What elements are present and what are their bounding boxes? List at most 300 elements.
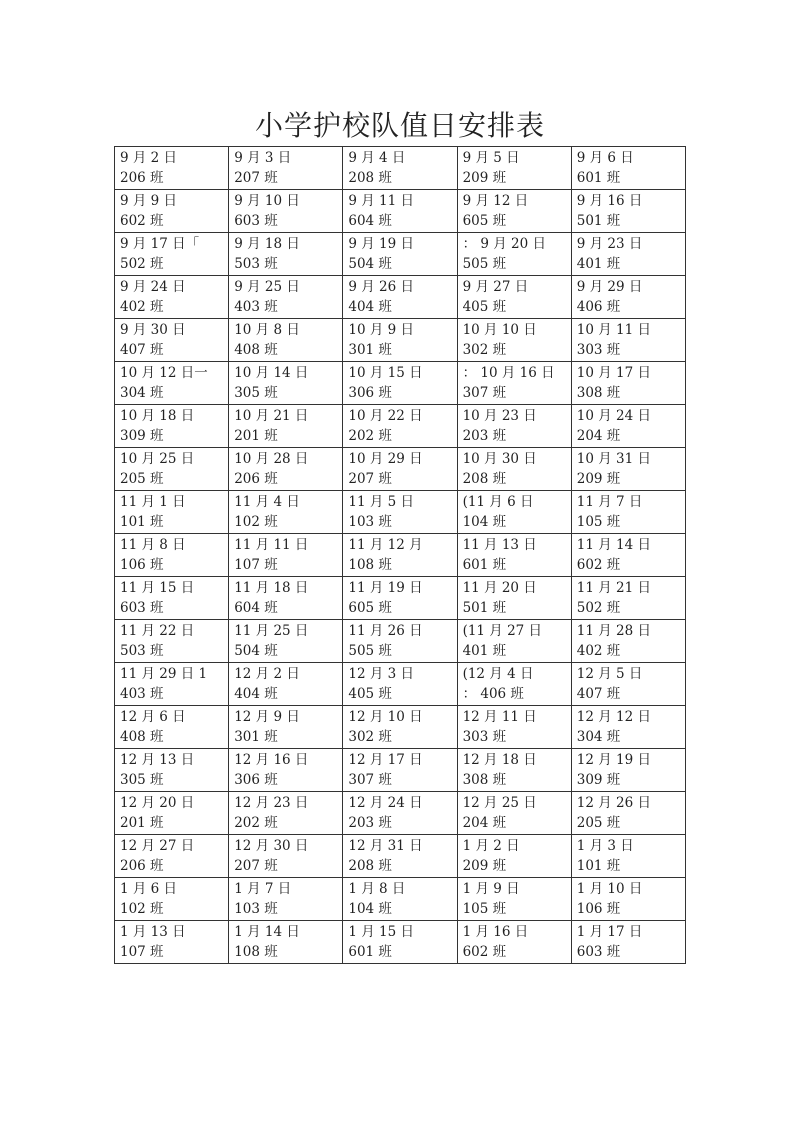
schedule-cell	[343, 448, 457, 491]
duty-class: 502 班	[576, 600, 621, 616]
schedule-cell	[229, 491, 343, 534]
duty-class: 205 班	[576, 815, 621, 831]
schedule-cell	[115, 491, 229, 534]
duty-class: 308 班	[462, 772, 507, 788]
duty-date: 11 月 25 日	[234, 623, 309, 639]
duty-class: 402 班	[576, 643, 621, 659]
duty-class: 105 班	[576, 514, 621, 530]
duty-date: 11 月 15 日	[120, 580, 195, 596]
duty-date: 1 月 6 日	[120, 881, 178, 897]
duty-class: 206 班	[234, 471, 278, 487]
schedule-cell	[229, 190, 343, 233]
table-row	[115, 620, 686, 663]
duty-class: 602 班	[120, 213, 164, 229]
duty-date: 1 月 8 日	[348, 881, 406, 897]
duty-class: 501 班	[462, 600, 507, 616]
duty-date: 11 月 18 日	[234, 580, 309, 596]
schedule-cell	[457, 405, 571, 448]
duty-class: 204 班	[462, 815, 507, 831]
table-row	[115, 663, 686, 706]
duty-date: 12 月 10 日	[348, 709, 423, 725]
duty-class: 208 班	[348, 170, 392, 186]
duty-date: 10 月 9 日	[348, 322, 415, 338]
duty-date: 10 月 12 日一	[120, 365, 208, 381]
duty-class: 209 班	[462, 170, 507, 186]
duty-date: 12 月 24 日	[348, 795, 423, 811]
table-row	[115, 749, 686, 792]
table-row	[115, 534, 686, 577]
schedule-cell	[457, 276, 571, 319]
duty-class: 601 班	[348, 944, 392, 960]
table-row	[115, 706, 686, 749]
schedule-cell	[571, 620, 685, 663]
duty-date: 1 月 16 日	[462, 924, 529, 940]
duty-class: 303 班	[576, 342, 621, 358]
duty-date: 9 月 12 日	[462, 193, 529, 209]
duty-class: 306 班	[234, 772, 278, 788]
duty-date: 11 月 8 日	[120, 537, 186, 553]
duty-class: 603 班	[576, 944, 621, 960]
duty-date: 9 月 19 日	[348, 236, 415, 252]
schedule-cell	[571, 792, 685, 835]
schedule-cell	[229, 233, 343, 276]
duty-class: 105 班	[462, 901, 507, 917]
duty-class: 107 班	[234, 557, 278, 573]
schedule-cell	[115, 663, 229, 706]
schedule-cell	[229, 577, 343, 620]
duty-date: 12 月 27 日	[120, 838, 195, 854]
table-row	[115, 276, 686, 319]
schedule-cell	[115, 835, 229, 878]
duty-date: 9 月 5 日	[462, 150, 520, 166]
duty-date: 9 月 16 日	[576, 193, 643, 209]
duty-date: 10 月 22 日	[348, 408, 423, 424]
schedule-cell	[229, 147, 343, 190]
duty-class: 207 班	[234, 170, 278, 186]
duty-class: 602 班	[462, 944, 507, 960]
schedule-cell	[457, 749, 571, 792]
schedule-cell	[343, 233, 457, 276]
duty-class: 303 班	[462, 729, 507, 745]
table-row	[115, 577, 686, 620]
duty-date: 12 月 5 日	[576, 666, 643, 682]
duty-date: 1 月 15 日	[348, 924, 415, 940]
schedule-cell	[343, 534, 457, 577]
schedule-cell	[343, 620, 457, 663]
duty-date: 10 月 10 日	[462, 322, 537, 338]
duty-schedule-table	[114, 146, 686, 964]
duty-class: 203 班	[462, 428, 507, 444]
duty-date: 9 月 25 日	[234, 279, 300, 295]
schedule-cell	[571, 878, 685, 921]
schedule-cell	[457, 362, 571, 405]
duty-date: (11 月 6 日	[462, 494, 534, 510]
duty-class: 505 班	[348, 643, 392, 659]
duty-class: 403 班	[234, 299, 278, 315]
duty-date: (11 月 27 日	[462, 623, 543, 639]
duty-class: 208 班	[462, 471, 507, 487]
schedule-cell	[457, 577, 571, 620]
duty-class: 605 班	[462, 213, 507, 229]
duty-date: 10 月 30 日	[462, 451, 537, 467]
duty-date: 9 月 29 日	[576, 279, 643, 295]
duty-date: 11 月 20 日	[462, 580, 537, 596]
table-row	[115, 405, 686, 448]
schedule-cell	[343, 878, 457, 921]
duty-date: 10 月 15 日	[348, 365, 423, 381]
duty-class: 306 班	[348, 385, 392, 401]
duty-date: 11 月 29 日 1	[120, 666, 208, 682]
duty-class: 102 班	[120, 901, 164, 917]
duty-date: 9 月 23 日	[576, 236, 643, 252]
schedule-cell	[229, 663, 343, 706]
duty-date: 10 月 25 日	[120, 451, 195, 467]
schedule-cell	[115, 577, 229, 620]
duty-date: 10 月 17 日	[576, 365, 651, 381]
schedule-cell	[457, 620, 571, 663]
duty-date: 11 月 11 日	[234, 537, 309, 553]
duty-date: 11 月 13 日	[462, 537, 537, 553]
duty-date: 10 月 14 日	[234, 365, 309, 381]
duty-class: 404 班	[234, 686, 278, 702]
table-row	[115, 319, 686, 362]
duty-date: 1 月 9 日	[462, 881, 520, 897]
duty-date: 9 月 3 日	[234, 150, 292, 166]
duty-date: 10 月 21 日	[234, 408, 309, 424]
table-row	[115, 448, 686, 491]
duty-class: 502 班	[120, 256, 164, 272]
schedule-cell	[571, 233, 685, 276]
schedule-cell	[115, 706, 229, 749]
schedule-cell	[343, 405, 457, 448]
table-row	[115, 233, 686, 276]
duty-date: 11 月 4 日	[234, 494, 300, 510]
schedule-cell	[571, 835, 685, 878]
schedule-cell	[229, 878, 343, 921]
duty-date: 11 月 7 日	[576, 494, 643, 510]
duty-date: 10 月 23 日	[462, 408, 537, 424]
schedule-cell	[343, 491, 457, 534]
duty-date: 12 月 16 日	[234, 752, 309, 768]
duty-date: 11 月 28 日	[576, 623, 651, 639]
duty-date: 1 月 2 日	[462, 838, 520, 854]
schedule-cell	[571, 706, 685, 749]
duty-date: 9 月 17 日「	[120, 236, 200, 252]
duty-class: 601 班	[462, 557, 507, 573]
schedule-cell	[343, 147, 457, 190]
duty-date: 9 月 11 日	[348, 193, 415, 209]
schedule-cell	[457, 878, 571, 921]
schedule-cell	[457, 706, 571, 749]
duty-date: 1 月 13 日	[120, 924, 186, 940]
duty-date: 9 月 18 日	[234, 236, 300, 252]
table-row	[115, 835, 686, 878]
duty-class: 407 班	[120, 342, 164, 358]
duty-date: 1 月 14 日	[234, 924, 300, 940]
duty-class: 407 班	[576, 686, 621, 702]
duty-class: 204 班	[576, 428, 621, 444]
duty-class: 301 班	[234, 729, 278, 745]
duty-class: 201 班	[234, 428, 278, 444]
duty-class: 401 班	[576, 256, 621, 272]
duty-date: 12 月 3 日	[348, 666, 415, 682]
duty-date: 10 月 11 日	[576, 322, 651, 338]
schedule-cell	[343, 276, 457, 319]
duty-date: 10 月 28 日	[234, 451, 309, 467]
duty-class: 209 班	[576, 471, 621, 487]
schedule-cell	[229, 792, 343, 835]
schedule-cell	[457, 792, 571, 835]
schedule-cell	[571, 577, 685, 620]
duty-class: 402 班	[120, 299, 164, 315]
schedule-cell	[571, 534, 685, 577]
duty-date: 12 月 20 日	[120, 795, 195, 811]
duty-class: 401 班	[462, 643, 507, 659]
duty-class: 206 班	[120, 858, 164, 874]
schedule-cell	[229, 405, 343, 448]
duty-date: 1 月 7 日	[234, 881, 292, 897]
duty-class: 305 班	[234, 385, 278, 401]
duty-date: 9 月 4 日	[348, 150, 406, 166]
duty-date: 9 月 2 日	[120, 150, 178, 166]
duty-class: 302 班	[348, 729, 392, 745]
schedule-cell	[229, 319, 343, 362]
duty-date: 9 月 27 日	[462, 279, 529, 295]
schedule-cell	[571, 319, 685, 362]
duty-class: 101 班	[120, 514, 164, 530]
duty-date: 10 月 31 日	[576, 451, 651, 467]
schedule-cell	[343, 319, 457, 362]
duty-date: 9 月 24 日	[120, 279, 186, 295]
duty-class: 309 班	[120, 428, 164, 444]
duty-class: 207 班	[348, 471, 392, 487]
duty-date: 12 月 25 日	[462, 795, 537, 811]
schedule-cell	[115, 792, 229, 835]
duty-date: 1 月 3 日	[576, 838, 634, 854]
schedule-cell	[115, 921, 229, 964]
duty-date: 12 月 30 日	[234, 838, 309, 854]
duty-date: 10 月 18 日	[120, 408, 195, 424]
duty-schedule-body	[115, 147, 686, 964]
schedule-cell	[457, 147, 571, 190]
schedule-cell	[571, 663, 685, 706]
schedule-cell	[571, 190, 685, 233]
duty-date: 11 月 14 日	[576, 537, 651, 553]
duty-date: 11 月 19 日	[348, 580, 423, 596]
duty-class: 108 班	[234, 944, 278, 960]
schedule-cell	[457, 319, 571, 362]
duty-date: 12 月 23 日	[234, 795, 309, 811]
duty-class: 206 班	[120, 170, 164, 186]
duty-date: 12 月 2 日	[234, 666, 300, 682]
schedule-cell	[229, 534, 343, 577]
table-row	[115, 792, 686, 835]
schedule-cell	[115, 319, 229, 362]
duty-class: 404 班	[348, 299, 392, 315]
schedule-cell	[343, 663, 457, 706]
duty-class: 308 班	[576, 385, 621, 401]
duty-date: 1 月 10 日	[576, 881, 643, 897]
schedule-cell	[343, 577, 457, 620]
duty-class: 403 班	[120, 686, 164, 702]
duty-class: 202 班	[348, 428, 392, 444]
schedule-cell	[229, 921, 343, 964]
duty-date: 1 月 17 日	[576, 924, 643, 940]
duty-date: 12 月 11 日	[462, 709, 537, 725]
duty-date: 12 月 17 日	[348, 752, 423, 768]
schedule-cell	[229, 276, 343, 319]
schedule-cell	[343, 706, 457, 749]
duty-class: 601 班	[576, 170, 621, 186]
table-row	[115, 491, 686, 534]
schedule-cell	[115, 276, 229, 319]
table-row	[115, 921, 686, 964]
duty-class: 302 班	[462, 342, 507, 358]
duty-date: 12 月 18 日	[462, 752, 537, 768]
schedule-cell	[457, 534, 571, 577]
duty-date: (12 月 4 日	[462, 666, 534, 682]
schedule-cell	[457, 921, 571, 964]
duty-class: 603 班	[120, 600, 164, 616]
duty-date: 9 月 6 日	[576, 150, 634, 166]
duty-class: 304 班	[576, 729, 621, 745]
duty-class: 108 班	[348, 557, 392, 573]
duty-class: 405 班	[462, 299, 507, 315]
schedule-cell	[457, 233, 571, 276]
duty-date: 12 月 26 日	[576, 795, 651, 811]
schedule-cell	[115, 878, 229, 921]
duty-date: 12 月 6 日	[120, 709, 186, 725]
schedule-cell	[343, 362, 457, 405]
schedule-cell	[457, 491, 571, 534]
duty-class: 604 班	[348, 213, 392, 229]
schedule-cell	[343, 835, 457, 878]
duty-class: 104 班	[462, 514, 507, 530]
duty-class: 305 班	[120, 772, 164, 788]
duty-class: 201 班	[120, 815, 164, 831]
duty-date: 12 月 13 日	[120, 752, 195, 768]
table-row	[115, 878, 686, 921]
duty-class: 103 班	[234, 901, 278, 917]
duty-date: 12 月 19 日	[576, 752, 651, 768]
duty-class: 408 班	[120, 729, 164, 745]
duty-class: 104 班	[348, 901, 392, 917]
schedule-cell	[571, 491, 685, 534]
duty-class: 106 班	[120, 557, 164, 573]
schedule-cell	[571, 448, 685, 491]
duty-class: 406 班	[576, 299, 621, 315]
duty-date: 9 月 10 日	[234, 193, 300, 209]
duty-date: 9 月 30 日	[120, 322, 186, 338]
schedule-cell	[343, 792, 457, 835]
duty-date: 10 月 24 日	[576, 408, 651, 424]
duty-class: 106 班	[576, 901, 621, 917]
duty-class: 107 班	[120, 944, 164, 960]
schedule-cell	[571, 362, 685, 405]
duty-class: 205 班	[120, 471, 164, 487]
schedule-cell	[457, 663, 571, 706]
duty-class: 101 班	[576, 858, 621, 874]
duty-class: 408 班	[234, 342, 278, 358]
duty-class: 307 班	[462, 385, 507, 401]
schedule-cell	[229, 362, 343, 405]
schedule-cell	[229, 620, 343, 663]
duty-class: 503 班	[234, 256, 278, 272]
duty-date: 12 月 31 日	[348, 838, 423, 854]
table-row	[115, 190, 686, 233]
table-row	[115, 147, 686, 190]
duty-class: 208 班	[348, 858, 392, 874]
duty-date: 10 月 29 日	[348, 451, 423, 467]
duty-date: 11 月 22 日	[120, 623, 195, 639]
duty-class: 301 班	[348, 342, 392, 358]
duty-class: 602 班	[576, 557, 621, 573]
duty-class: 207 班	[234, 858, 278, 874]
duty-class: 203 班	[348, 815, 392, 831]
duty-class: 505 班	[462, 256, 507, 272]
schedule-cell	[571, 749, 685, 792]
schedule-cell	[457, 448, 571, 491]
duty-class: 604 班	[234, 600, 278, 616]
schedule-cell	[343, 749, 457, 792]
duty-class: 304 班	[120, 385, 164, 401]
schedule-cell	[457, 190, 571, 233]
schedule-cell	[115, 448, 229, 491]
schedule-cell	[343, 921, 457, 964]
duty-class: 309 班	[576, 772, 621, 788]
duty-class: 605 班	[348, 600, 392, 616]
schedule-cell	[115, 362, 229, 405]
duty-date: ： 9 月 20 日	[462, 236, 546, 252]
duty-class: 405 班	[348, 686, 392, 702]
duty-class: 307 班	[348, 772, 392, 788]
duty-class: 209 班	[462, 858, 507, 874]
duty-class: 503 班	[120, 643, 164, 659]
duty-class: 103 班	[348, 514, 392, 530]
duty-date: 12 月 9 日	[234, 709, 300, 725]
schedule-cell	[571, 276, 685, 319]
schedule-cell	[115, 749, 229, 792]
schedule-cell	[229, 448, 343, 491]
schedule-cell	[343, 190, 457, 233]
schedule-cell	[115, 233, 229, 276]
schedule-cell	[229, 706, 343, 749]
duty-date: ： 10 月 16 日	[462, 365, 555, 381]
duty-date: 12 月 12 日	[576, 709, 651, 725]
duty-class: 603 班	[234, 213, 278, 229]
schedule-cell	[571, 405, 685, 448]
schedule-cell	[229, 749, 343, 792]
duty-date: 10 月 8 日	[234, 322, 300, 338]
duty-date: 9 月 9 日	[120, 193, 178, 209]
schedule-cell	[115, 147, 229, 190]
table-row	[115, 362, 686, 405]
schedule-cell	[571, 147, 685, 190]
schedule-cell	[115, 190, 229, 233]
schedule-cell	[115, 405, 229, 448]
schedule-cell	[115, 534, 229, 577]
duty-date: 11 月 5 日	[348, 494, 415, 510]
duty-date: 11 月 1 日	[120, 494, 186, 510]
schedule-cell	[457, 835, 571, 878]
duty-class: 102 班	[234, 514, 278, 530]
schedule-cell	[115, 620, 229, 663]
duty-class: 504 班	[348, 256, 392, 272]
duty-class: ： 406 班	[462, 686, 524, 702]
page-title: 小学护校队值日安排表	[254, 109, 545, 142]
duty-date: 11 月 26 日	[348, 623, 423, 639]
duty-date: 9 月 26 日	[348, 279, 415, 295]
